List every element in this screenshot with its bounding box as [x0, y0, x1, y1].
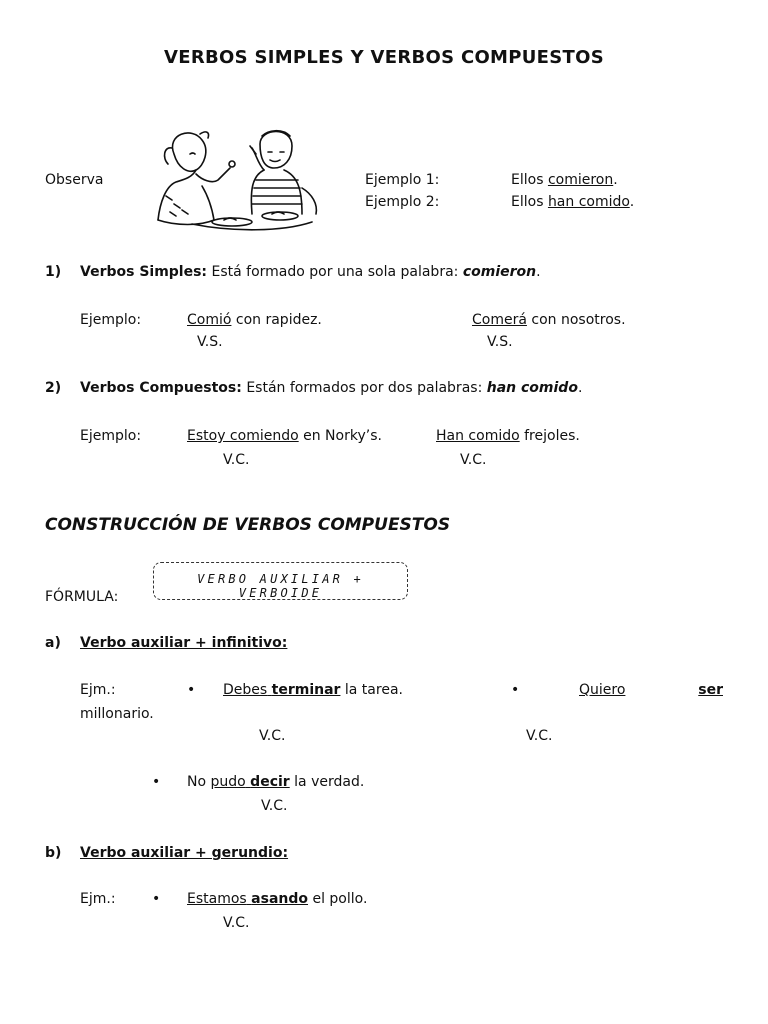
- section-1-example-label: Ejemplo:: [80, 312, 142, 328]
- part-b-example-1: Estamos asando el pollo.: [187, 891, 368, 907]
- part-a-example-2: Quiero ser: [579, 682, 723, 698]
- example-1-sentence: Ellos comieron.: [511, 172, 618, 188]
- section-1-example-1-tag: V.S.: [197, 334, 223, 350]
- section-2-definition: Verbos Compuestos: Están formados por dos palabras: han comido.: [80, 380, 583, 396]
- part-a-letter: a): [45, 635, 61, 651]
- part-a-bullet-3: •: [152, 774, 161, 790]
- section-2-example-2: Han comido frejoles.: [436, 428, 580, 444]
- children-eating-illustration: [152, 124, 322, 232]
- construction-heading: CONSTRUCCIÓN DE VERBOS COMPUESTOS: [45, 515, 451, 535]
- section-1-example-2: Comerá con nosotros.: [472, 312, 626, 328]
- section-2-example-1: Estoy comiendo en Norky’s.: [187, 428, 382, 444]
- part-a-bullet-2: •: [511, 682, 520, 698]
- part-a-example-1: Debes terminar la tarea.: [223, 682, 403, 698]
- example-2-label: Ejemplo 2:: [365, 194, 440, 210]
- part-b-bullet-1: •: [152, 891, 161, 907]
- section-1-example-1: Comió con rapidez.: [187, 312, 322, 328]
- part-a-title: Verbo auxiliar + infinitivo:: [80, 635, 288, 651]
- part-b-ejm-label: Ejm.:: [80, 891, 116, 907]
- observe-label: Observa: [45, 172, 104, 188]
- page-title: VERBOS SIMPLES Y VERBOS COMPUESTOS: [164, 47, 604, 68]
- section-2-example-label: Ejemplo:: [80, 428, 142, 444]
- part-a-example-2-tag: V.C.: [526, 728, 553, 744]
- part-a-bullet-1: •: [187, 682, 196, 698]
- part-b-example-1-tag: V.C.: [223, 915, 250, 931]
- example-1-label: Ejemplo 1:: [365, 172, 440, 188]
- part-a-example-1-tag: V.C.: [259, 728, 286, 744]
- example-2-verb: han comido: [547, 194, 630, 210]
- part-b-letter: b): [45, 845, 62, 861]
- section-1-definition: Verbos Simples: Está formado por una sola palabra: comieron.: [80, 264, 541, 280]
- formula-text: VERBO AUXILIAR + VERBOIDE: [197, 572, 364, 600]
- part-a-example-3: No pudo decir la verdad.: [187, 774, 365, 790]
- section-1-number: 1): [45, 264, 62, 280]
- part-a-ejm-label: Ejm.:: [80, 682, 116, 698]
- part-b-title: Verbo auxiliar + gerundio:: [80, 845, 289, 861]
- formula-box: [153, 562, 408, 600]
- part-a-example-3-tag: V.C.: [261, 798, 288, 814]
- section-2-number: 2): [45, 380, 62, 396]
- part-a-example-2-continuation: millonario.: [80, 706, 154, 722]
- section-2-example-1-tag: V.C.: [223, 452, 250, 468]
- formula-label: FÓRMULA:: [45, 589, 119, 605]
- example-1-verb: comieron: [547, 172, 614, 188]
- example-2-sentence: Ellos han comido.: [511, 194, 635, 210]
- section-1-example-2-tag: V.S.: [487, 334, 513, 350]
- section-2-example-2-tag: V.C.: [460, 452, 487, 468]
